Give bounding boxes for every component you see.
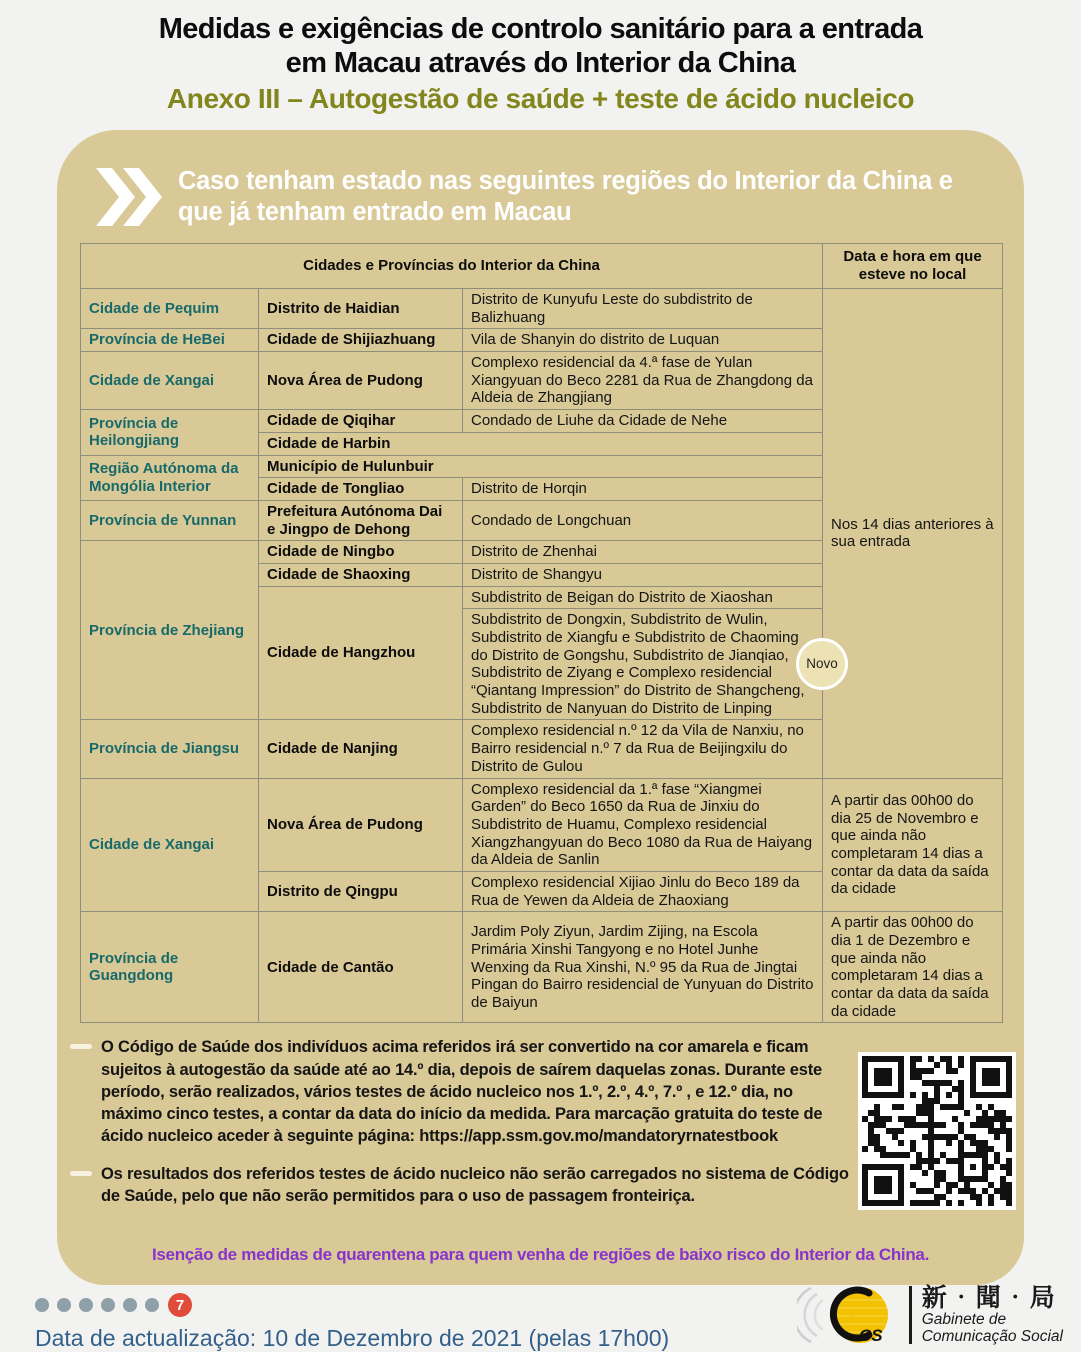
- logo-pt-line2: Comunicação Social: [921, 1327, 1063, 1345]
- footer: [35, 1292, 669, 1352]
- cell-province: Região Autónoma da Mongólia Interior: [81, 455, 259, 500]
- cell-city: Cidade de Hangzhou: [259, 586, 463, 720]
- cell-when: Nos 14 dias anteriores à sua entrada: [823, 289, 1003, 779]
- double-chevron-icon: [96, 168, 162, 231]
- cell-city: Distrito de Haidian: [259, 289, 463, 329]
- notes-section: [70, 1036, 860, 1207]
- cell-city: Município de Hulunbuir: [259, 455, 823, 478]
- cell-detail: Condado de Longchuan: [463, 500, 823, 540]
- panel-heading-text: Caso tenham estado nas seguintes regiões do Interior da China e que já tenham entrado em Macau: [178, 167, 953, 226]
- cell-when: A partir das 00h00 do dia 25 de Novembro e que ainda não completaram 14 dias a contar da data da saída da cidade: [823, 778, 1003, 912]
- page-header: [0, 0, 1081, 115]
- table-header-regions: Cidades e Províncias do Interior da China: [81, 244, 823, 289]
- cell-detail: Complexo residencial da 1.ª fase “Xiangmei Garden” do Beco 1650 da Rua de Jinxiu do Subdistrito de Huamu, Complexo residencial Xiangzhangyuan do Beco 1080 da Rua de Haiyang da Aldeia de Sanlin: [463, 778, 823, 871]
- cell-city: Cidade de Shaoxing: [259, 563, 463, 586]
- cell-city: Nova Área de Pudong: [259, 778, 463, 871]
- panel-heading: [96, 166, 1002, 231]
- dash-bullet-icon: [70, 1171, 92, 1176]
- novo-badge: Novo: [796, 638, 848, 690]
- cell-detail: Distrito de Shangyu: [463, 563, 823, 586]
- update-date: Data de actualização: 10 de Dezembro de 2021 (pelas 17h00): [35, 1325, 670, 1351]
- cell-province: Província de Zhejiang: [81, 541, 259, 720]
- page-dot: [145, 1298, 159, 1312]
- quarantine-exemption-note: Isenção de medidas de quarentena para quem venha de regiões de baixo risco do Interior da China.: [151, 1245, 930, 1264]
- note-text: Os resultados dos referidos testes de ácido nucleico não serão carregados no sistema de Código de Saúde, pelo que não serão permitidos para o uso de passagem fronteiriça.: [101, 1164, 849, 1206]
- cell-province: Província de Jiangsu: [81, 720, 259, 778]
- cell-detail: Complexo residencial da 4.ª fase de Yulan Xiangyuan do Beco 2281 da Rua de Zhangdong da Aldeia de Zhangjiang: [463, 352, 823, 410]
- cell-detail: Distrito de Zhenhai: [463, 541, 823, 564]
- table-header-row: [81, 244, 1003, 289]
- note-item: [70, 1163, 860, 1207]
- logo-pt-line1: Gabinete de: [921, 1310, 1007, 1328]
- cell-city: Cidade de Qiqihar: [259, 410, 463, 433]
- note-item: [70, 1036, 860, 1147]
- regions-table: [80, 243, 1003, 1023]
- gcs-logo: [797, 1280, 1063, 1350]
- table-body: [81, 289, 1003, 1023]
- cell-detail: Complexo residencial n.º 12 da Vila de Nanxiu, no Bairro residencial n.º 7 da Rua de Beijingxilu do Distrito de Gulou: [463, 720, 823, 778]
- cell-detail: Jardim Poly Ziyun, Jardim Zijing, na Escola Primária Xinshi Tangyong e no Hotel Junhe Wenxing da Rua Xinshi, N.º 95 da Rua de Jingtai Pingan do Bairro residencial de Yunyuan do Distrito de Baiyun: [463, 912, 823, 1023]
- cell-city: Cidade de Cantão: [259, 912, 463, 1023]
- cell-detail: Subdistrito de Dongxin, Subdistrito de Wulin, Subdistrito de Xiangfu e Subdistrito de Chaoming do Distrito de Gongshu, Subdistrito de Jianqiao, Subdistrito de Ziyang e Complexo residencial “Qiantang Impression” do Distrito de Shangcheng, Subdistrito de Nanyuan do Distrito de Linping Novo: [463, 609, 823, 720]
- cell-detail: Vila de Shanyin do distrito de Luquan: [463, 329, 823, 352]
- logo-divider: [909, 1286, 912, 1344]
- table-row: [81, 912, 1003, 1023]
- cell-province: Província de Guangdong: [81, 912, 259, 1023]
- page-dot-active: 7: [168, 1293, 192, 1317]
- cell-detail: Distrito de Horqin: [463, 478, 823, 501]
- cell-province: Província de Heilongjiang: [81, 410, 259, 455]
- cell-province: Província de Yunnan: [81, 500, 259, 540]
- page-dot: [57, 1298, 71, 1312]
- dash-bullet-icon: [70, 1044, 92, 1049]
- qr-code: [858, 1052, 1016, 1210]
- page-dot: [123, 1298, 137, 1312]
- cell-detail: Complexo residencial Xijiao Jinlu do Beco 189 da Rua de Yewen da Aldeia de Zhaoxiang: [463, 871, 823, 911]
- cell-province: Cidade de Xangai: [81, 352, 259, 410]
- table-row: [81, 778, 1003, 871]
- cell-detail: Condado de Liuhe da Cidade de Nehe: [463, 410, 823, 433]
- cell-city: Cidade de Nanjing: [259, 720, 463, 778]
- gcs-logo-mark: [797, 1280, 899, 1350]
- title-line-2: em Macau através do Interior da China: [285, 46, 796, 79]
- note-text: O Código de Saúde dos indivíduos acima referidos irá ser convertido na cor amarela e ficam sujeitos à autogestão da saúde até ao 14.º dia, depois de saírem daquelas zonas. Durante este período, serão realizados, vários testes de ácido nucleico nos 1.º, 2.º, 4.º, 7.º , e 12.º dia, no máximo cinco testes, a contar da data do início da medida. Para marcação gratuita do teste de ácido nucleico aceder à seguinte página: https://app.ssm.gov.mo/mandatoryrnatestbook: [101, 1038, 823, 1145]
- page-subtitle: Anexo III – Autogestão de saúde + teste de ácido nucleico: [166, 83, 915, 115]
- main-panel: [57, 130, 1024, 1285]
- cell-province: Província de HeBei: [81, 329, 259, 352]
- page-dots: [35, 1292, 669, 1318]
- page-dot: [101, 1298, 115, 1312]
- logo-chinese-text: 新‧聞‧局: [921, 1283, 1057, 1312]
- title-line-1: Medidas e exigências de controlo sanitário para a entrada: [158, 13, 923, 45]
- cell-city: Cidade de Shijiazhuang: [259, 329, 463, 352]
- table-row: [81, 289, 1003, 329]
- page-dot: [35, 1298, 49, 1312]
- cell-city: Cidade de Tongliao: [259, 478, 463, 501]
- cell-detail: Subdistrito de Beigan do Distrito de Xiaoshan: [463, 586, 823, 609]
- table-header-when: Data e hora em que esteve no local: [823, 244, 1003, 289]
- cell-city: Cidade de Ningbo: [259, 541, 463, 564]
- cell-city: Prefeitura Autónoma Dai e Jingpo de Dehong: [259, 500, 463, 540]
- logo-text: [922, 1285, 1063, 1345]
- cell-when: A partir das 00h00 do dia 1 de Dezembro e que ainda não completaram 14 dias a contar da data da saída da cidade: [823, 912, 1003, 1023]
- cell-province: Cidade de Pequim: [81, 289, 259, 329]
- logo-initials: CS: [858, 1326, 883, 1345]
- cell-city: Nova Área de Pudong: [259, 352, 463, 410]
- page-title: [0, 13, 1081, 80]
- cell-province: Cidade de Xangai: [81, 778, 259, 912]
- cell-detail: Distrito de Kunyufu Leste do subdistrito de Balizhuang: [463, 289, 823, 329]
- cell-city: Distrito de Qingpu: [259, 871, 463, 911]
- page-dot: [79, 1298, 93, 1312]
- cell-city: Cidade de Harbin: [259, 432, 823, 455]
